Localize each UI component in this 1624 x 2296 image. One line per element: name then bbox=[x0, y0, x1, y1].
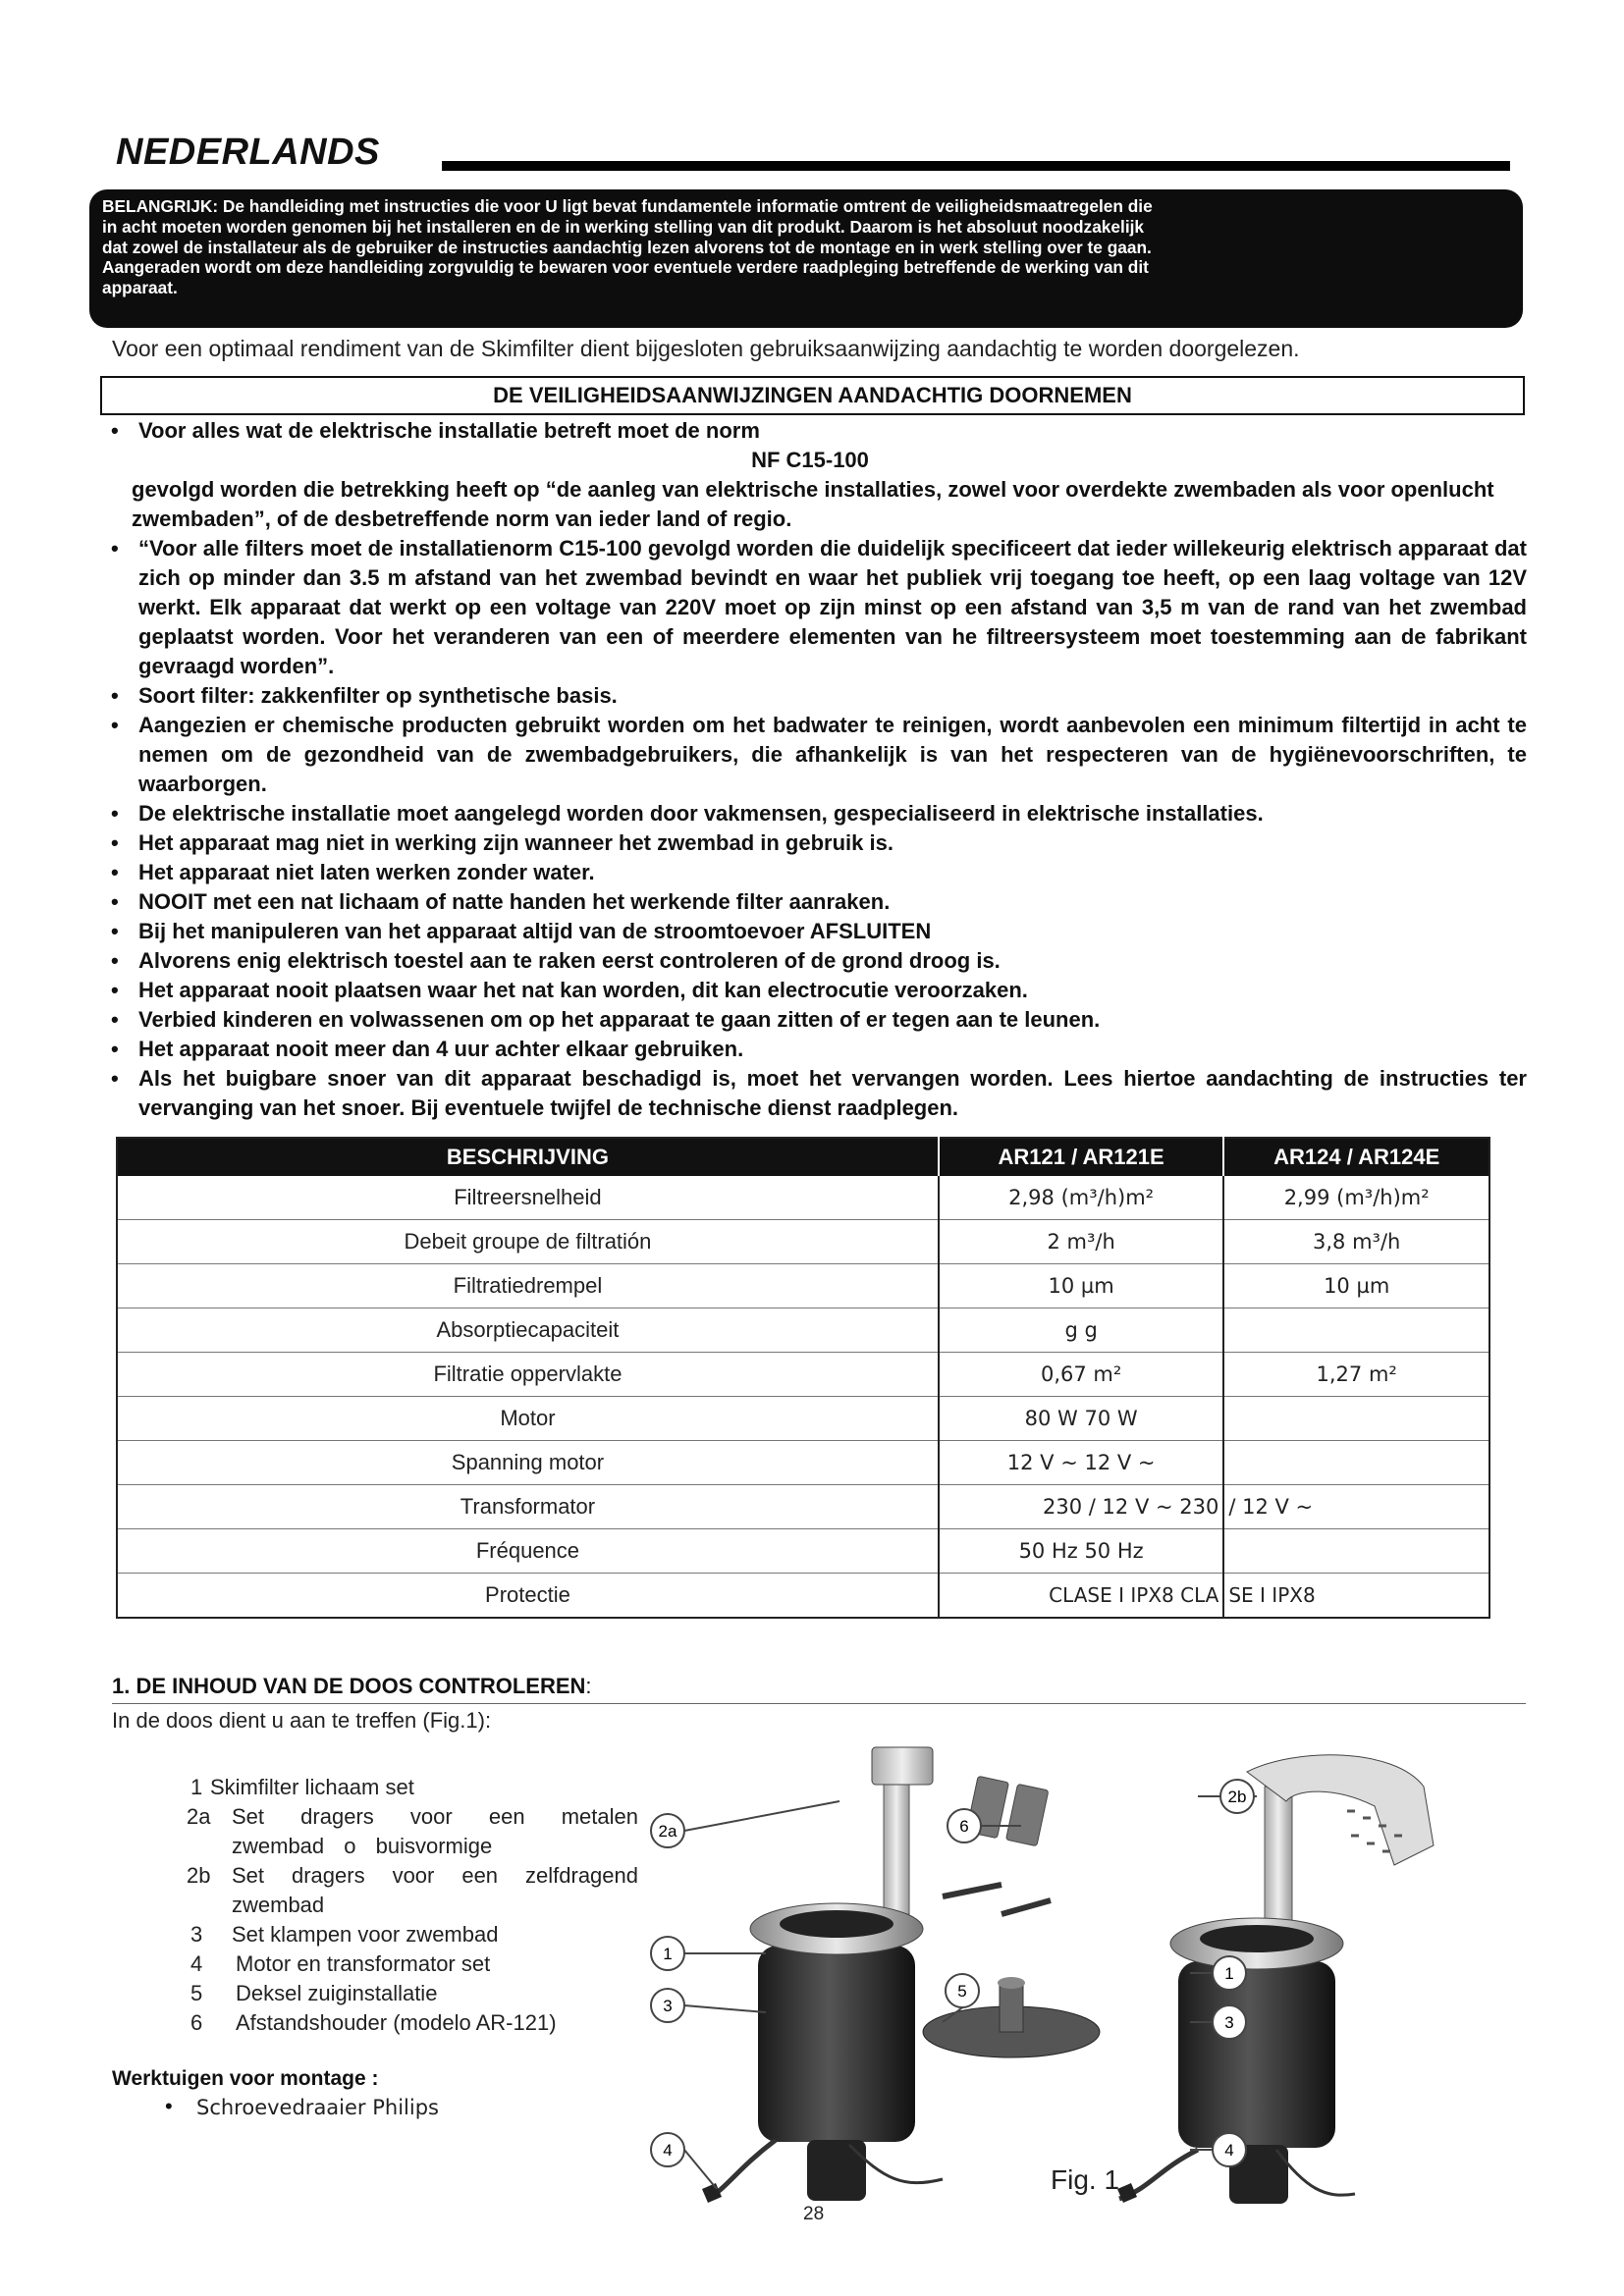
svg-text:6: 6 bbox=[959, 1817, 969, 1836]
cell-label: Filtreersnelheid bbox=[117, 1176, 939, 1220]
callout-5 bbox=[946, 1974, 979, 2007]
cell-label: Motor bbox=[117, 1397, 939, 1441]
svg-text:2a: 2a bbox=[658, 1822, 677, 1841]
tools-item: Schroevedraaier Philips bbox=[196, 2096, 439, 2119]
cell-label: Transformator bbox=[117, 1485, 939, 1529]
table-row bbox=[117, 1308, 1489, 1353]
safety-item: • Het apparaat nooit meer dan 4 uur achter elkaar gebruiken. bbox=[93, 1035, 1527, 1064]
cell-label: Filtratie oppervlakte bbox=[117, 1353, 939, 1397]
table-row bbox=[117, 1176, 1489, 1220]
notice-line: Aangeraden wordt om deze handleiding zorgvuldig te bewaren voor eventuele verdere raadpleging betreffende de werking van dit bbox=[102, 257, 1149, 278]
skimmer-right bbox=[1117, 1755, 1434, 2204]
important-notice-box bbox=[89, 189, 1523, 328]
bullet-dot: • bbox=[111, 801, 119, 826]
safety-item: • Het apparaat niet laten werken zonder water. bbox=[93, 858, 1527, 887]
norm-label: NF C15-100 bbox=[751, 448, 869, 472]
cell-label: Absorptiecapaciteit bbox=[117, 1308, 939, 1353]
safety-heading: DE VEILIGHEIDSAANWIJZINGEN AANDACHTIG DOORNEMEN bbox=[100, 376, 1525, 415]
bullet-dot: • bbox=[111, 1037, 119, 1061]
table-row bbox=[117, 1353, 1489, 1397]
cell-ar121: 12 V ~ 12 V ~ bbox=[939, 1441, 1223, 1485]
cell-ar124: 10 µm bbox=[1223, 1264, 1489, 1308]
table-row bbox=[117, 1485, 1489, 1529]
callout-4 bbox=[651, 2133, 684, 2166]
svg-text:1: 1 bbox=[1224, 1964, 1234, 1983]
table-row bbox=[117, 1529, 1489, 1574]
cell-ar124 bbox=[1223, 1308, 1489, 1353]
section-intro: In de doos dient u aan te treffen (Fig.1): bbox=[112, 1708, 492, 1733]
notice-line: BELANGRIJK: De handleiding met instructies die voor U ligt bevat fundamentele informatie omtrent de veiligheidsmaatregelen die bbox=[102, 196, 1153, 216]
bullet-dot: • bbox=[111, 1066, 119, 1091]
header-ar124: AR124 / AR124E bbox=[1223, 1138, 1489, 1176]
figure-1-illustration bbox=[648, 1728, 1532, 2228]
safety-item: • “Voor alle filters moet de installatienorm C15-100 gevolgd worden die duidelijk specificeert dat ieder willekeurig elektrisch apparaat dat zich op minder dan 3.5 m afstand van het zwembad bevindt en waar het publiek vrij toegang toe heeft, op een laag voltage van 12V werkt. Elk apparaat dat werkt op een voltage van 220V moet op zijn minst op een afstand van 3,5 m van de rand van het zwembad geplaatst worden. Voor het veranderen van een of meerdere elementen van he filtreersysteem moet toestemming aan de fabrikant gevraagd worden”. bbox=[111, 536, 1527, 678]
cell-ar121: 50 Hz 50 Hz bbox=[939, 1529, 1223, 1574]
bullet-dot: • bbox=[111, 948, 119, 973]
safety-item: • Het apparaat mag niet in werking zijn wanneer het zwembad in gebruik is. bbox=[93, 828, 1527, 858]
safety-item-continuation: gevolgd worden die betrekking heeft op “de aanleg van elektrische installaties, zowel voor overdekte zwembaden als voor openlucht zwembaden”, of de desbetreffende norm van ieder land of regio. bbox=[132, 477, 1494, 531]
title-rule bbox=[442, 161, 1510, 171]
cell-ar124: 2,99 (m³/h)m² bbox=[1223, 1176, 1489, 1220]
cell-ar121: 2 m³/h bbox=[939, 1220, 1223, 1264]
cell-ar124: 1,27 m² bbox=[1223, 1353, 1489, 1397]
cell-ar121: g g bbox=[939, 1308, 1223, 1353]
list-item: 5 Deksel zuiginstallatie bbox=[190, 1981, 438, 2005]
bullet-dot: • bbox=[111, 830, 119, 855]
page-number: 28 bbox=[803, 2204, 825, 2224]
intro-text: Voor een optimaal rendiment van de Skimfilter dient bijgesloten gebruiksaanwijzing aandachtig te worden doorgelezen. bbox=[112, 336, 1300, 361]
table-header-row bbox=[117, 1138, 1489, 1176]
bullet-dot: • bbox=[111, 860, 119, 884]
bullet-dot: • bbox=[111, 418, 119, 443]
svg-text:3: 3 bbox=[663, 1997, 673, 2015]
safety-item: • Aangezien er chemische producten gebruikt worden om het badwater te reinigen, wordt aanbevolen een minimum filtertijd in acht te nemen om de gezondheid van de zwembadgebruikers, die afhankelijk is van het respecteren van de hygiënevoorschriften, te waarborgen. bbox=[111, 713, 1527, 796]
cell-ar124 bbox=[1223, 1529, 1489, 1574]
cell-label: Protectie bbox=[117, 1574, 939, 1619]
callout-2b bbox=[1220, 1780, 1254, 1813]
cell-ar121: 10 µm bbox=[939, 1264, 1223, 1308]
safety-item: • Bij het manipuleren van het apparaat altijd van de stroomtoevoer AFSLUITEN bbox=[93, 917, 1527, 946]
svg-text:3: 3 bbox=[1224, 2013, 1234, 2032]
header-description: BESCHRIJVING bbox=[117, 1138, 939, 1176]
callout-2a bbox=[651, 1814, 684, 1847]
callout-1 bbox=[651, 1937, 684, 1970]
bullet-dot: • bbox=[111, 978, 119, 1002]
list-item: 3 Set klampen voor zwembad bbox=[190, 1922, 499, 1947]
cell-ar124 bbox=[1223, 1397, 1489, 1441]
svg-text:5: 5 bbox=[957, 1982, 967, 2001]
cell-ar121: 230 / 12 V ~ 230 bbox=[939, 1485, 1223, 1529]
safety-item: • Verbied kinderen en volwassenen om op het apparaat te gaan zitten of er tegen aan te leunen. bbox=[93, 1005, 1527, 1035]
bullet-dot: • bbox=[111, 919, 119, 943]
callout-4 bbox=[1213, 2133, 1246, 2166]
callout-3 bbox=[1213, 2005, 1246, 2039]
svg-text:2b: 2b bbox=[1227, 1788, 1247, 1806]
cell-label: Debeit groupe de filtratión bbox=[117, 1220, 939, 1264]
safety-item: • Alvorens enig elektrisch toestel aan te raken eerst controleren of de grond droog is. bbox=[93, 946, 1527, 976]
list-item: 4 Motor en transformator set bbox=[190, 1951, 491, 1976]
callout-1 bbox=[1213, 1956, 1246, 1990]
skimmer-left bbox=[702, 1747, 943, 2203]
list-item: 1 Skimfilter lichaam set bbox=[190, 1775, 414, 1799]
cell-label: Fréquence bbox=[117, 1529, 939, 1574]
cell-ar124 bbox=[1223, 1441, 1489, 1485]
bullet-dot: • bbox=[111, 683, 119, 708]
list-item: 2a Set dragers voor een metalen zwembad o buisvormige bbox=[187, 1804, 638, 1858]
bullet-dot: • bbox=[111, 713, 119, 737]
table-row bbox=[117, 1397, 1489, 1441]
specifications-table bbox=[116, 1137, 1490, 1619]
figure-caption: Fig. 1 bbox=[1051, 2164, 1120, 2195]
cell-ar124: 3,8 m³/h bbox=[1223, 1220, 1489, 1264]
cell-ar121: 80 W 70 W bbox=[939, 1397, 1223, 1441]
cell-ar121: 0,67 m² bbox=[939, 1353, 1223, 1397]
cell-ar124: SE I IPX8 bbox=[1223, 1574, 1489, 1619]
cell-ar124: / 12 V ~ bbox=[1223, 1485, 1489, 1529]
svg-text:1: 1 bbox=[663, 1945, 673, 1963]
notice-line: dat zowel de installateur als de gebruiker de instructies aandachtig lezen alvorens tot de montage en in werk stelling over te gaan. bbox=[102, 237, 1152, 257]
svg-text:4: 4 bbox=[1224, 2141, 1234, 2160]
bullet-dot: • bbox=[111, 536, 119, 561]
cell-label: Filtratiedrempel bbox=[117, 1264, 939, 1308]
callout-6 bbox=[947, 1809, 981, 1842]
safety-item: • NOOIT met een nat lichaam of natte handen het werkende filter aanraken. bbox=[93, 887, 1527, 917]
list-item: 6 Afstandshouder (modelo AR-121) bbox=[190, 2010, 557, 2035]
table-row bbox=[117, 1441, 1489, 1485]
cell-ar121: CLASE I IPX8 CLA bbox=[939, 1574, 1223, 1619]
safety-item: • De elektrische installatie moet aangelegd worden door vakmensen, gespecialiseerd in elektrische installaties. bbox=[93, 799, 1527, 828]
notice-line: in acht moeten worden genomen bij het installeren en de in werking stelling van dit produkt. Daarom is het absoluut noodzakelijk bbox=[102, 216, 1145, 237]
bullet-dot: • bbox=[165, 2094, 173, 2118]
table-row bbox=[117, 1574, 1489, 1619]
section-heading: 1. DE INHOUD VAN DE DOOS CONTROLEREN: bbox=[112, 1674, 592, 1698]
bullet-dot: • bbox=[111, 1007, 119, 1032]
notice-line: apparaat. bbox=[102, 278, 178, 298]
safety-item: • Soort filter: zakkenfilter op synthetische basis. bbox=[93, 681, 1527, 711]
language-header bbox=[116, 132, 1510, 175]
safety-item: • Als het buigbare snoer van dit apparaat beschadigd is, moet het vervangen worden. Lees hiertoe aandachting de instructies ter vervanging van het snoer. Bij eventuele twijfel de technische dienst raadplegen. bbox=[111, 1066, 1527, 1120]
page-title: NEDERLANDS bbox=[116, 132, 380, 173]
safety-item: • Het apparaat nooit plaatsen waar het nat kan worden, dit kan electrocutie veroorzaken. bbox=[93, 976, 1527, 1005]
table-row bbox=[117, 1220, 1489, 1264]
cell-ar121: 2,98 (m³/h)m² bbox=[939, 1176, 1223, 1220]
table-row bbox=[117, 1264, 1489, 1308]
figure-callouts bbox=[651, 1780, 1257, 2189]
header-ar121: AR121 / AR121E bbox=[939, 1138, 1223, 1176]
tools-heading: Werktuigen voor montage : bbox=[112, 2067, 379, 2090]
svg-text:4: 4 bbox=[663, 2141, 673, 2160]
safety-item: • Voor alles wat de elektrische installatie betreft moet de norm bbox=[93, 416, 1527, 446]
bullet-dot: • bbox=[111, 889, 119, 914]
list-item: 2b Set dragers voor een zelfdragend zwembad bbox=[187, 1863, 638, 1917]
box-contents-list bbox=[187, 1773, 638, 2038]
safety-list bbox=[93, 416, 1527, 1123]
callout-3 bbox=[651, 1989, 684, 2022]
cell-label: Spanning motor bbox=[117, 1441, 939, 1485]
section-rule bbox=[112, 1703, 1526, 1704]
